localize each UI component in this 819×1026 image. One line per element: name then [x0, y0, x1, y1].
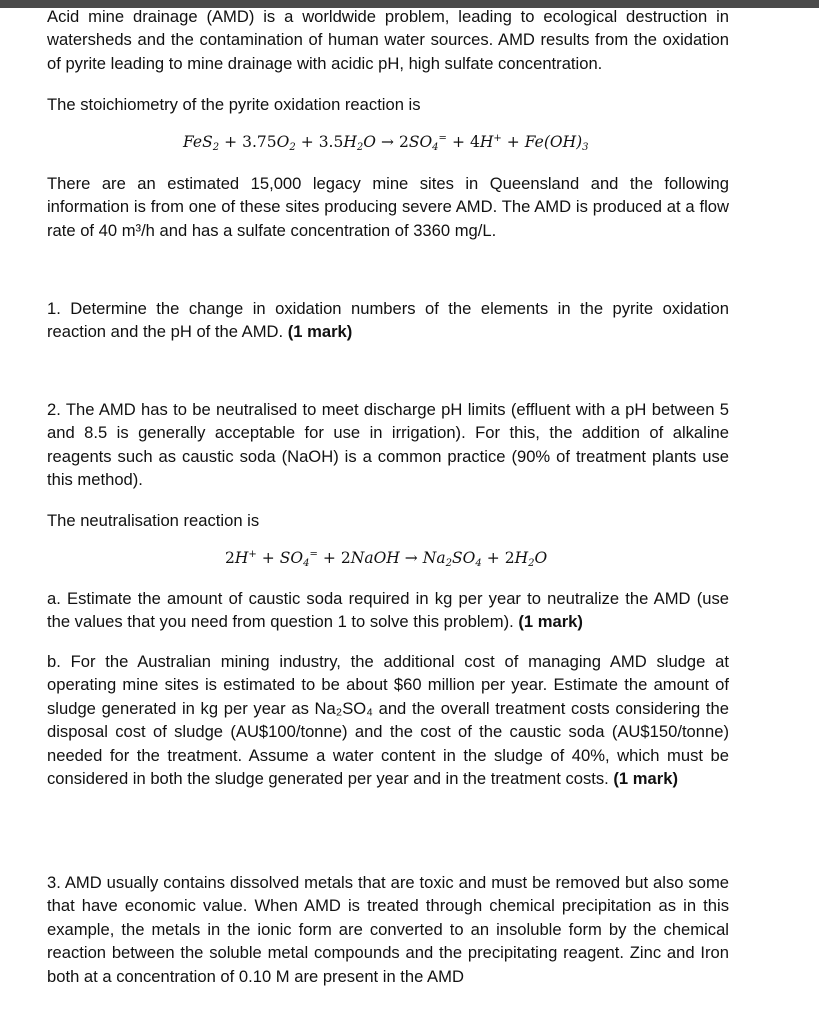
- intro-paragraph: Acid mine drainage (AMD) is a worldwide problem, leading to ecological destruction in watersheds and the contamination of human water sources. AMD results from the oxidation of pyrite leading to mine drainage with acidic pH, high sulfate concentration.: [47, 7, 729, 73]
- question-2a: [47, 587, 729, 634]
- site-info-paragraph: There are an estimated 15,000 legacy mine sites in Queensland and the following information is from one of these sites producing severe AMD. The AMD is produced at a flow rate of 40 m³/h and has a sulfate concentration of 3360 mg/L.: [47, 174, 729, 240]
- stoichiometry-heading: The stoichiometry of the pyrite oxidation reaction is: [47, 95, 421, 114]
- question-2b-text: b. For the Australian mining industry, the additional cost of managing AMD sludge at operating mine sites is estimated to be about $60 million per year. Estimate the amount of sludge generated in kg per year as Na₂SO₄ and the overall treatment costs considering the disposal cost of sludge (AU$100/tonne) and the cost of the caustic soda (AU$150/tonne) needed for the treatment. Assume a water content in the sludge of 40%, which must be considered in both the sludge generated per year and in the treatment costs.: [47, 652, 729, 789]
- pyrite-oxidation-equation: $FeS_2 + 3.75O_2 + 3.5H_2O \to 2SO_4^= + 4H^+ + Fe(OH)_3$: [183, 133, 589, 153]
- question-1: [47, 297, 729, 344]
- question-2b: [47, 650, 729, 790]
- question-2: 2. The AMD has to be neutralised to meet discharge pH limits (effluent with a pH between 5 and 8.5 is generally acceptable for use in irrigation). For this, the addition of alkaline reagents such as caustic soda (NaOH) is a common practice (90% of treatment plants use this method).: [47, 400, 729, 490]
- question-3: 3. AMD usually contains dissolved metals that are toxic and must be removed but also some that have economic value. When AMD is treated through chemical precipitation as in this example, the metals in the ionic form are converted to an insoluble form by the chemical reaction between the soluble metal compounds and the precipitating reagent. Zinc and Iron both at a concentration of 0.10 M are present in the AMD: [47, 873, 729, 986]
- neutralisation-heading: The neutralisation reaction is: [47, 511, 260, 530]
- question-1-mark: (1 mark): [287, 322, 353, 342]
- question-2a-text: a. Estimate the amount of caustic soda required in kg per year to neutralize the AMD (use the values that you need from question 1 to solve this problem).: [47, 589, 729, 632]
- question-1-text: 1. Determine the change in oxidation numbers of the elements in the pyrite oxidation reaction and the pH of the AMD.: [47, 299, 729, 342]
- question-2a-mark: (1 mark): [518, 612, 583, 632]
- neutralisation-equation: $2H^+ + SO_4^=$ + 2NaOH → $Na_2SO_4 + 2H_2O$: [225, 549, 548, 569]
- question-2b-mark: (1 mark): [613, 769, 678, 789]
